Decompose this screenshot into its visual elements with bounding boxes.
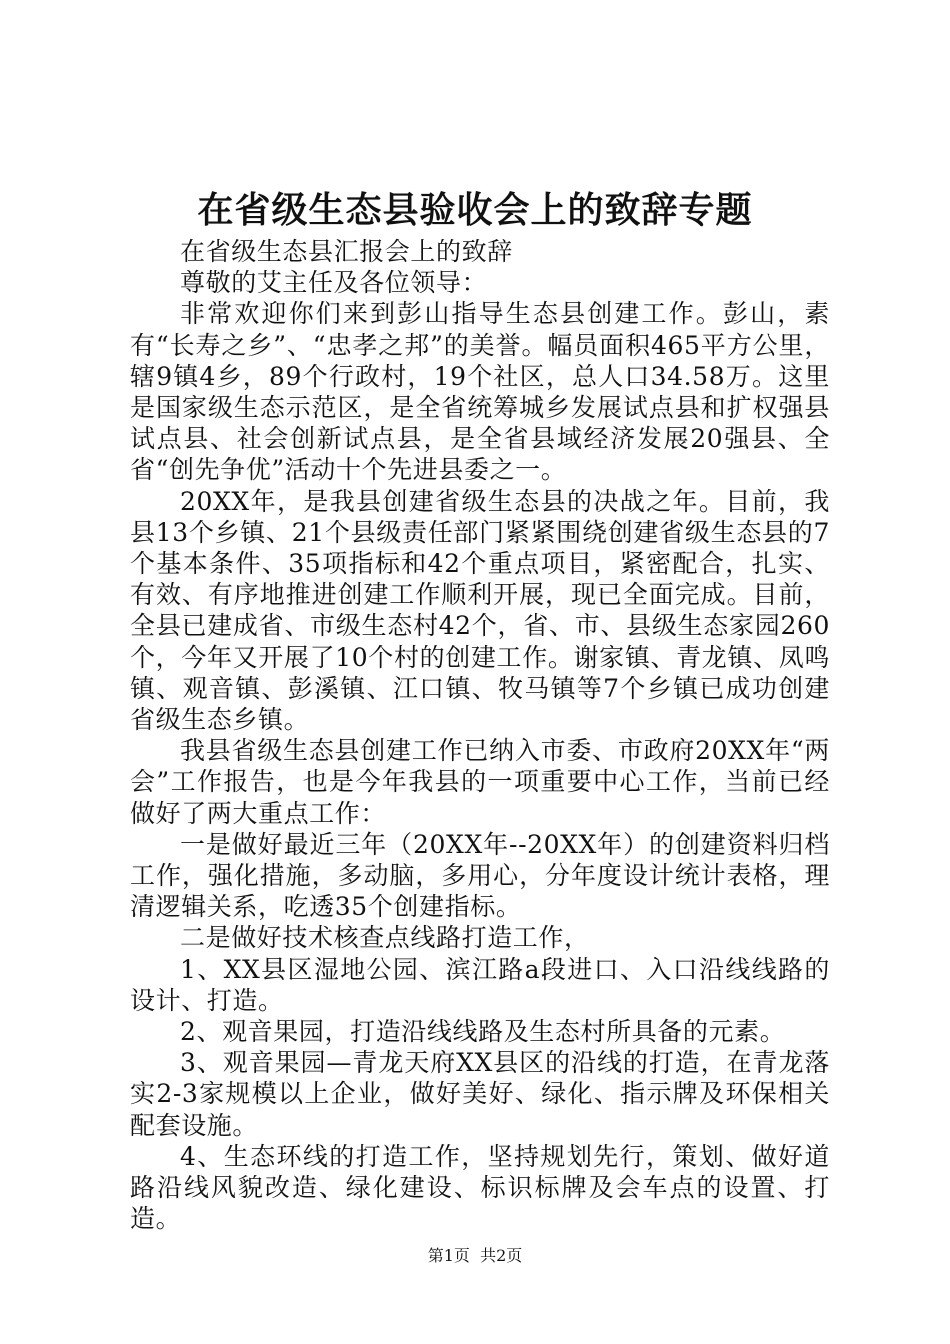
paragraph-salutation: 尊敬的艾主任及各位领导：	[180, 268, 488, 298]
page-number-footer: 第1页 共2页	[427, 1246, 523, 1265]
paragraph-heading: 在省级生态县汇报会上的致辞	[180, 237, 513, 266]
paragraph-item-two: 二是做好技术核查点线路打造工作，	[180, 923, 590, 953]
paragraph-intro: 非常欢迎你们来到彭山指导生态县创建工作。彭山，素有“长寿之乡”、“忠孝之邦”的美誉。幅员面积465平方公里，辖9镇4乡，89个行政村，19个社区，总人口34.58万。这里是国家级生态示范区，是全省统筹城乡发展试点县和扩权强县试点县、社会创新试点县，是全省县域经济发展20强县、全省“创先争优”活动十个先进县委之一。	[130, 299, 830, 485]
document-title: 在省级生态县验收会上的致辞专题	[197, 189, 753, 231]
list-item-1: 1、XX县区湿地公园、滨江路a段进口、入口沿线线路的设计、打造。	[130, 954, 830, 1015]
paragraph-progress: 20XX年，是我县创建省级生态县的决战之年。目前，我县13个乡镇、21个县级责任部门紧紧围绕创建省级生态县的7个基本条件、35项指标和42个重点项目，紧密配合，扎实、有效、有序地推进创建工作顺利开展，现已全面完成。目前，全县已建成省、市级生态村42个，省、市、县级生态家园260个，今年又开展了10个村的创建工作。谢家镇、青龙镇、凤鸣镇、观音镇、彭溪镇、江口镇、牧马镇等7个乡镇已成功创建省级生态乡镇。	[130, 486, 830, 735]
document-body	[130, 236, 830, 1235]
paragraph-key-work: 我县省级生态县创建工作已纳入市委、市政府20XX年“两会”工作报告，也是今年我县的一项重要中心工作，当前已经做好了两大重点工作：	[130, 736, 830, 828]
paragraph-item-one: 一是做好最近三年（20XX年--20XX年）的创建资料归档工作，强化措施，多动脑，多用心，分年度设计统计表格，理清逻辑关系，吃透35个创建指标。	[130, 829, 830, 922]
list-item-4: 4、生态环线的打造工作，坚持规划先行，策划、做好道路沿线风貌改造、绿化建设、标识标牌及会车点的设置、打造。	[130, 1141, 830, 1234]
list-item-2: 2、观音果园，打造沿线线路及生态村所具备的元素。	[180, 1017, 786, 1047]
list-item-3: 3、观音果园—青龙天府XX县区的沿线的打造，在青龙落实2-3家规模以上企业，做好美好、绿化、指示牌及环保相关配套设施。	[130, 1048, 830, 1140]
